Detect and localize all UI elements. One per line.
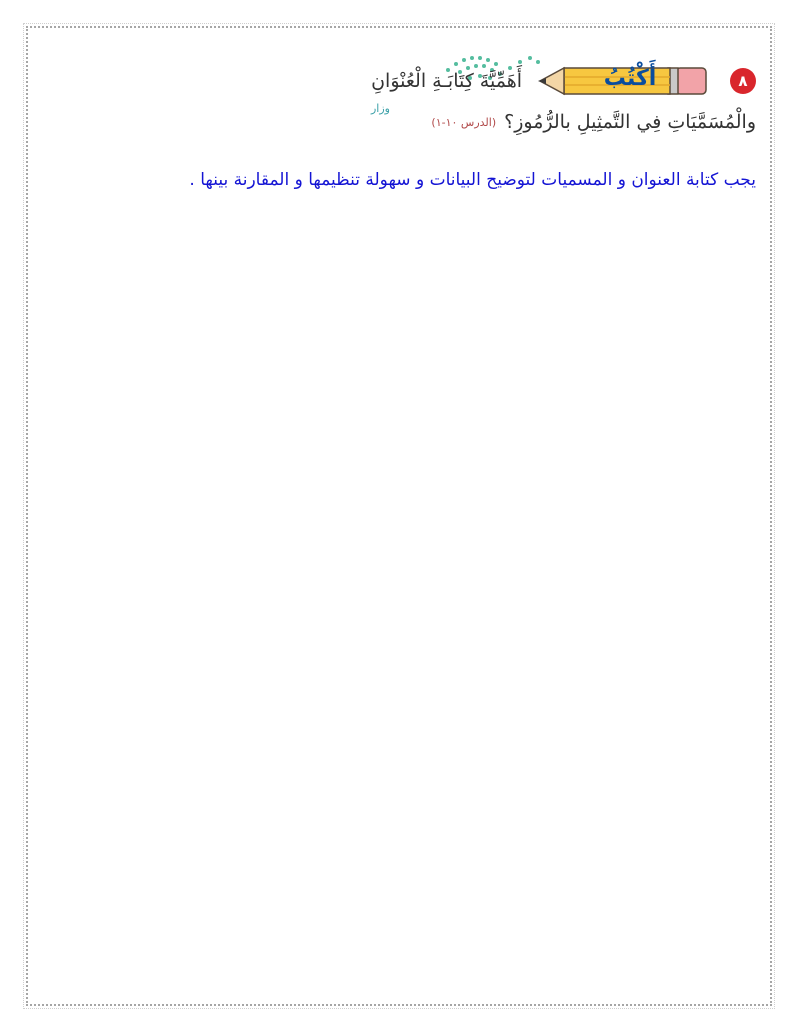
write-label: أَكْتُبُ xyxy=(603,66,657,91)
answer-text: يجب كتابة العنوان و المسميات لتوضيح البيانات و سهولة تنظيمها و المقارنة بينها . xyxy=(189,170,756,190)
question-text-line-1: أَهَمِّيَّةَ كِتَابَـةِ الْعُنْوَانِ xyxy=(371,70,522,92)
pencil-badge xyxy=(528,62,724,100)
question-line-1 xyxy=(156,60,756,102)
question-number-badge: ٨ xyxy=(730,68,756,94)
question-block xyxy=(156,60,756,142)
question-line-2 xyxy=(156,102,756,142)
question-text-line-2: والْمُسَمَّيَاتِ فِي التَّمثِيلِ بالرُّمُوزِ؟ xyxy=(504,111,756,133)
watermark-text: وزار xyxy=(371,102,390,115)
lesson-reference: (الدرس ١٠-١) xyxy=(431,115,497,129)
